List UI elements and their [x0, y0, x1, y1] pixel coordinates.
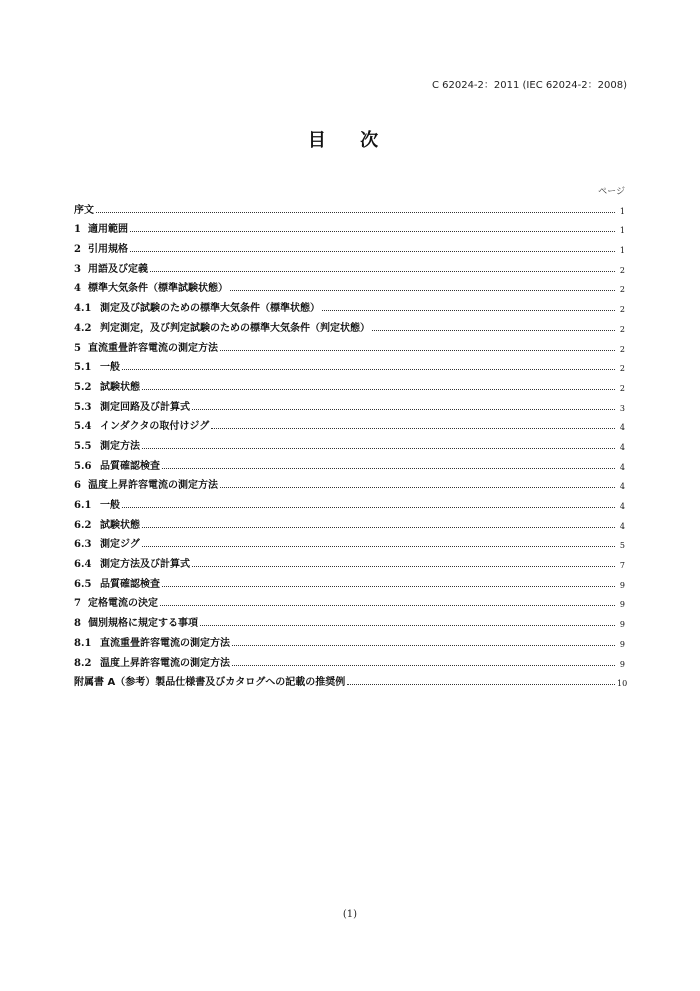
toc-entry-title: 序文 — [74, 204, 94, 216]
dot-leader — [142, 448, 615, 449]
toc-entry[interactable] — [74, 550, 625, 570]
dot-leader — [200, 625, 615, 626]
toc-entry-number: 6.2 — [74, 519, 92, 531]
toc-entry-number: 5.4 — [74, 421, 92, 433]
toc-entry-number: 6.4 — [74, 559, 92, 571]
toc-entry-title: 定格電流の決定 — [88, 598, 158, 610]
toc-entry-number: 6 — [74, 480, 81, 492]
toc-entry-page: 9 — [619, 580, 625, 590]
dot-leader — [211, 428, 615, 429]
toc-entry[interactable] — [74, 629, 625, 649]
toc-entry[interactable] — [74, 373, 625, 393]
dot-leader — [162, 586, 615, 587]
toc-entry[interactable] — [74, 491, 625, 511]
toc-entry-number: 5.1 — [74, 362, 92, 374]
toc-entry-number: 2 — [74, 244, 81, 256]
toc-entry-page: 4 — [619, 502, 625, 511]
toc-entry-page: 5 — [619, 541, 625, 551]
toc-entry-page: 1 — [619, 206, 625, 216]
dot-leader — [322, 310, 615, 311]
table-of-contents — [74, 196, 628, 689]
toc-entry[interactable] — [74, 334, 625, 354]
toc-entry-number: 8.1 — [74, 637, 92, 649]
toc-entry-page: 1 — [619, 226, 625, 236]
toc-entry-number: 6.3 — [74, 539, 92, 551]
toc-entry[interactable] — [74, 255, 625, 275]
toc-entry-title: 直流重畳許容電流の測定方法 — [100, 637, 230, 649]
toc-entry-title: 適用範囲 — [88, 224, 128, 236]
toc-entry-page: 4 — [619, 442, 625, 452]
toc-entry-title: インダクタの取付けジグ — [100, 421, 210, 433]
toc-entry-page: 4 — [619, 521, 625, 531]
dot-leader — [192, 566, 615, 567]
page-column-label: ページ — [598, 187, 625, 197]
toc-entry-number: 4.1 — [74, 303, 92, 315]
dot-leader — [130, 231, 615, 232]
dot-leader — [150, 271, 615, 272]
toc-entry-page: 2 — [619, 324, 625, 334]
toc-entry-page: 9 — [619, 639, 625, 649]
toc-entry-number: 5.2 — [74, 381, 92, 393]
dot-leader — [230, 290, 615, 291]
dot-leader — [142, 389, 615, 390]
dot-leader — [162, 468, 615, 469]
toc-entry-title: 温度上昇許容電流の測定方法 — [88, 480, 218, 492]
toc-entry-title: 一般 — [100, 500, 120, 511]
toc-entry[interactable] — [74, 235, 625, 255]
toc-entry-page: 2 — [619, 364, 625, 374]
toc-entry-page: 9 — [619, 620, 625, 630]
toc-entry-title: 品質確認検査 — [100, 578, 160, 590]
toc-entry-title: 一般 — [100, 362, 120, 374]
toc-entry-page: 9 — [619, 659, 625, 669]
toc-entry-title: 測定回路及び計算式 — [100, 401, 190, 413]
toc-entry[interactable] — [74, 590, 625, 610]
toc-entry-title: 引用規格 — [88, 244, 128, 256]
toc-entry-title: 附属書 A（参考）製品仕様書及びカタログへの記載の推奨例 — [74, 677, 346, 689]
toc-entry-title: 個別規格に規定する事項 — [88, 618, 198, 630]
toc-entry-page: 9 — [619, 600, 625, 610]
toc-entry-title: 試験状態 — [100, 519, 140, 531]
toc-entry-number: 3 — [74, 263, 81, 275]
dot-leader — [160, 605, 615, 606]
toc-entry-number: 5 — [74, 342, 81, 354]
dot-leader — [220, 487, 615, 488]
footer-page-number: (1) — [342, 909, 358, 920]
toc-entry-page: 7 — [619, 561, 625, 571]
toc-entry-page: 4 — [619, 462, 625, 472]
dot-leader — [122, 507, 615, 508]
toc-entry-title: 試験状態 — [100, 381, 140, 393]
toc-entry[interactable] — [74, 609, 625, 629]
toc-entry[interactable] — [74, 354, 625, 374]
toc-entry[interactable] — [74, 432, 625, 452]
toc-entry-title: 判定測定，及び判定試験のための標準大気条件（判定状態） — [100, 322, 370, 334]
toc-entry-page: 1 — [619, 246, 625, 256]
toc-entry[interactable] — [74, 511, 625, 531]
toc-entry[interactable] — [74, 216, 625, 236]
toc-entry-number: 8 — [74, 618, 81, 630]
toc-entry-number: 6.5 — [74, 578, 92, 590]
dot-leader — [372, 330, 615, 331]
toc-entry[interactable] — [74, 275, 625, 295]
dot-leader — [220, 350, 615, 351]
toc-entry-title: 標準大気条件（標準試験状態） — [88, 283, 228, 295]
dot-leader — [142, 527, 615, 528]
toc-entry-page: 2 — [619, 305, 625, 315]
toc-entry-title: 用語及び定義 — [88, 263, 148, 275]
toc-entry[interactable] — [74, 669, 628, 689]
toc-entry-page: 2 — [619, 265, 625, 275]
toc-entry-title: 温度上昇許容電流の測定方法 — [100, 657, 230, 669]
toc-entry[interactable] — [74, 452, 625, 472]
toc-entry[interactable] — [74, 294, 625, 314]
toc-entry-number: 4.2 — [74, 322, 92, 334]
toc-entry[interactable] — [74, 570, 625, 590]
toc-entry-title: 測定ジグ — [100, 539, 140, 551]
toc-entry-title: 測定方法及び計算式 — [100, 559, 190, 571]
toc-entry[interactable] — [74, 196, 625, 216]
page-title: 目 次 — [307, 130, 393, 151]
toc-entry-page: 2 — [619, 344, 625, 354]
toc-entry-title: 直流重畳許容電流の測定方法 — [88, 342, 218, 354]
toc-entry[interactable] — [74, 649, 625, 669]
dot-leader — [130, 251, 615, 252]
toc-entry-number: 6.1 — [74, 500, 92, 511]
toc-entry-page: 10 — [617, 679, 628, 689]
toc-entry[interactable] — [74, 393, 625, 413]
toc-entry-number: 1 — [74, 224, 81, 236]
toc-entry-number: 5.5 — [74, 440, 92, 452]
toc-entry[interactable] — [74, 314, 625, 334]
dot-leader — [347, 684, 615, 685]
toc-entry-number: 8.2 — [74, 657, 92, 669]
toc-entry-number: 4 — [74, 283, 81, 295]
toc-entry-title: 品質確認検査 — [100, 460, 160, 472]
dot-leader — [192, 409, 615, 410]
document-code: C 62024-2：2011 (IEC 62024-2：2008) — [431, 80, 627, 91]
toc-entry-page: 4 — [619, 423, 625, 433]
toc-entry-page: 4 — [619, 482, 625, 492]
toc-entry-page: 2 — [619, 383, 625, 393]
toc-entry-title: 測定及び試験のための標準大気条件（標準状態） — [100, 303, 320, 315]
dot-leader — [232, 665, 615, 666]
toc-entry-title: 測定方法 — [100, 440, 140, 452]
toc-entry-number: 5.3 — [74, 401, 92, 413]
toc-entry[interactable] — [74, 413, 625, 433]
toc-entry[interactable] — [74, 472, 625, 492]
dot-leader — [96, 212, 615, 213]
toc-entry-page: 3 — [619, 403, 625, 413]
toc-entry-number: 5.6 — [74, 460, 92, 472]
toc-entry-page: 2 — [619, 285, 625, 295]
dot-leader — [122, 369, 615, 370]
dot-leader — [232, 645, 615, 646]
toc-entry-number: 7 — [74, 598, 81, 610]
dot-leader — [142, 546, 615, 547]
toc-entry[interactable] — [74, 531, 625, 551]
